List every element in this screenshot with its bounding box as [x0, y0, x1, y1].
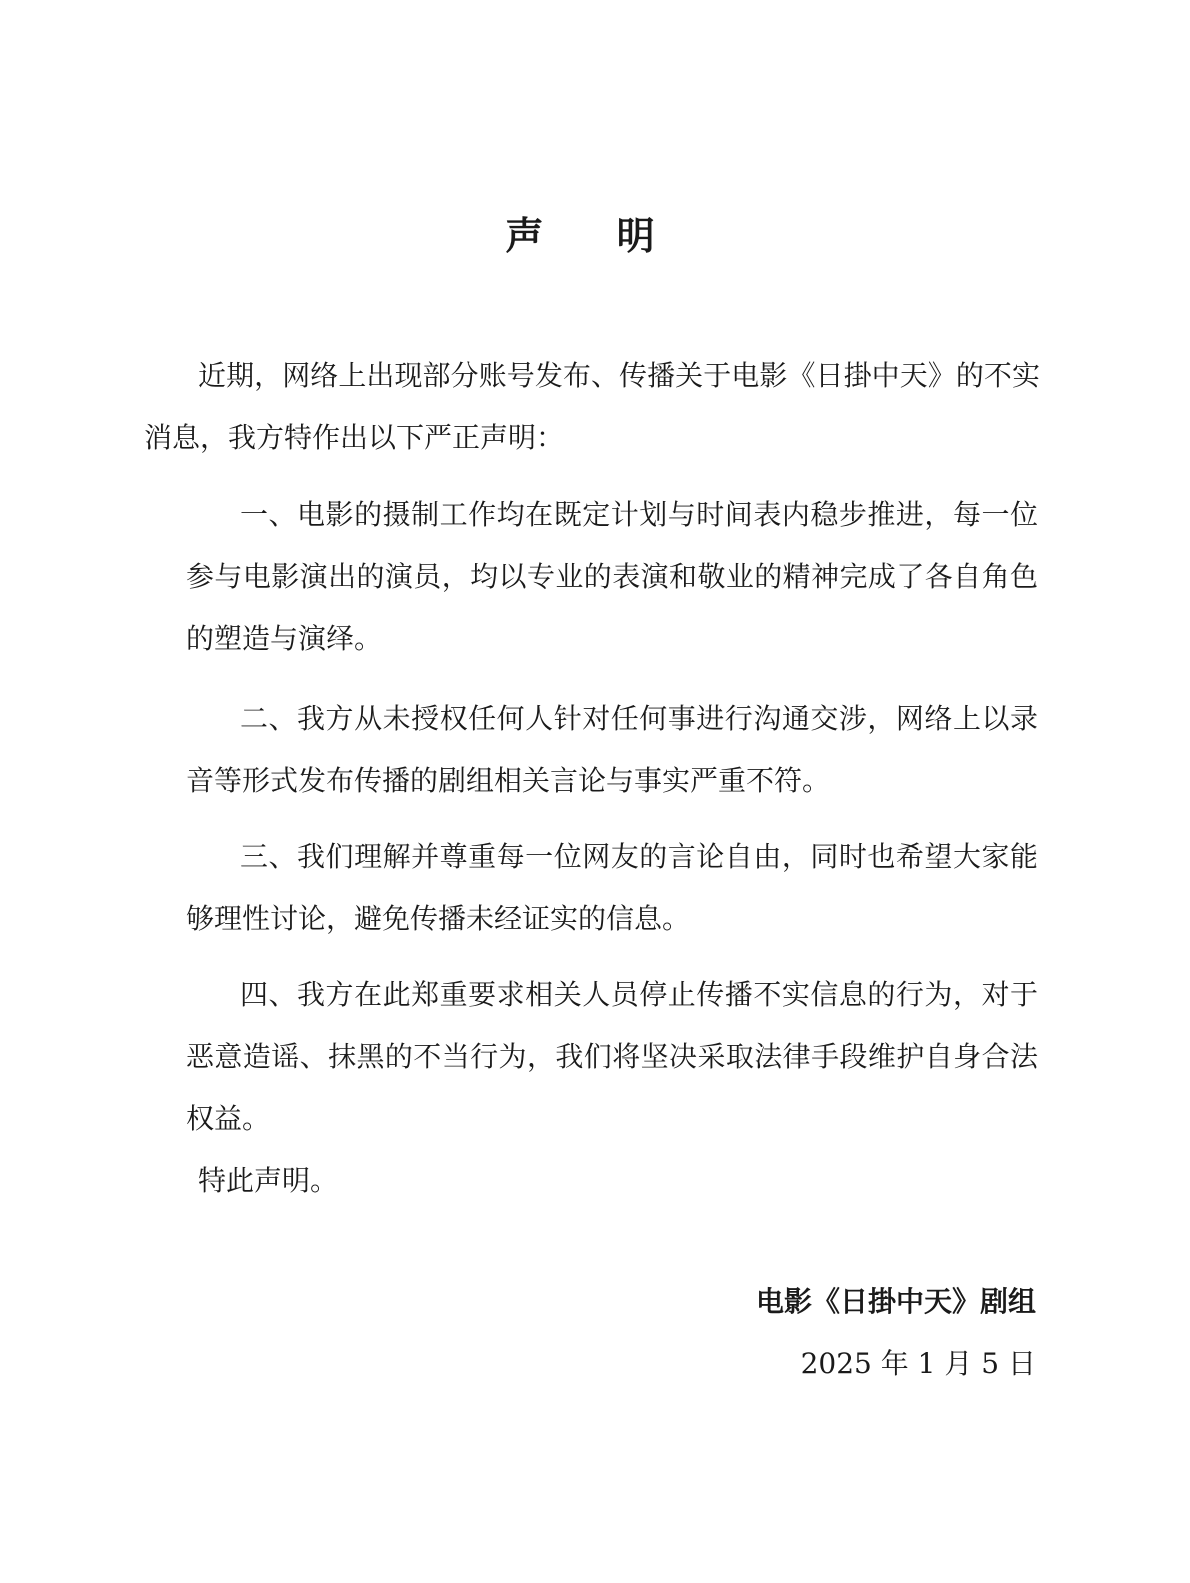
- statement-item-3: 三、我们理解并尊重每一位网友的言论自由，同时也希望大家能够理性讨论，避免传播未经证实的信息。: [186, 840, 1038, 935]
- document-title: 声 明: [505, 214, 685, 258]
- statement-item-4: 四、我方在此郑重要求相关人员停止传播不实信息的行为，对于恶意造谣、抹黑的不当行为，我们将坚决采取法律手段维护自身合法权益。: [186, 978, 1038, 1135]
- date: 2025 年 1 月 5 日: [800, 1347, 1036, 1380]
- intro-paragraph: 近期，网络上出现部分账号发布、传播关于电影《日掛中天》的不实消息，我方特作出以下严正声明：: [144, 359, 1040, 454]
- statement-item-2: 二、我方从未授权任何人针对任何事进行沟通交涉，网络上以录音等形式发布传播的剧组相关言论与事实严重不符。: [186, 702, 1038, 797]
- closing-line: 特此声明。: [198, 1164, 339, 1197]
- signature: 电影《日掛中天》剧组: [755, 1285, 1036, 1318]
- statement-item-1: 一、电影的摄制工作均在既定计划与时间表内稳步推进，每一位参与电影演出的演员，均以专业的表演和敬业的精神完成了各自角色的塑造与演绎。: [186, 498, 1038, 655]
